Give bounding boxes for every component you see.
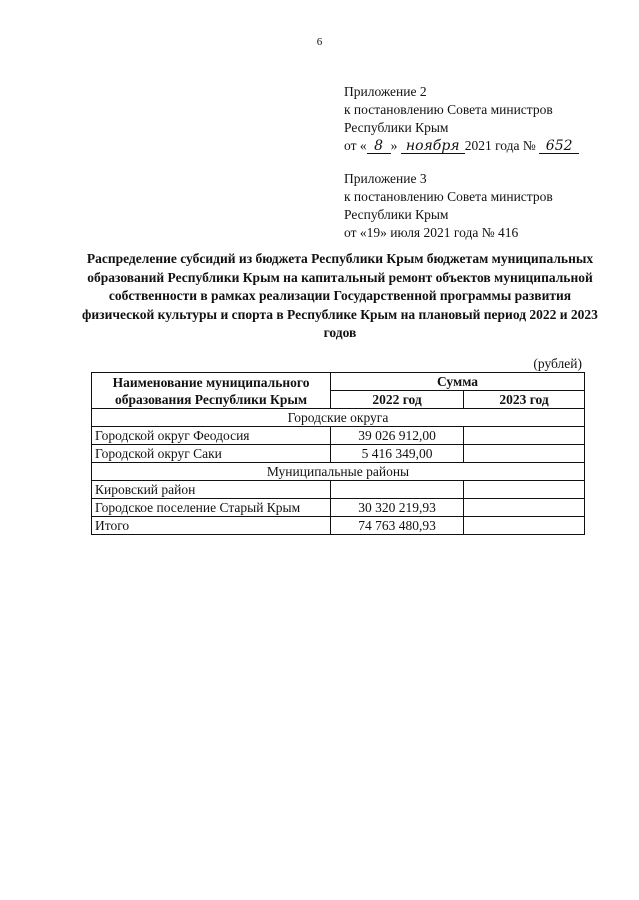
row-2023 bbox=[463, 499, 584, 517]
table-row bbox=[92, 427, 585, 445]
section-urban: Городские округа bbox=[92, 409, 585, 427]
appendix-3-line1: к постановлению Совета министров bbox=[344, 189, 553, 204]
handwritten-month: ноября bbox=[401, 139, 465, 154]
row-name: Итого bbox=[92, 517, 331, 535]
appendix-2-line1: к постановлению Совета министров bbox=[344, 102, 553, 117]
header-name: Наименование муниципального образования Республики Крым bbox=[92, 373, 331, 409]
section-row-districts bbox=[92, 463, 585, 481]
table-row bbox=[92, 481, 585, 499]
row-2022: 74 763 480,93 bbox=[331, 517, 464, 535]
header-2022: 2022 год bbox=[331, 391, 464, 409]
appendix-3-title: Приложение 3 bbox=[344, 171, 427, 186]
row-2022 bbox=[331, 481, 464, 499]
row-name: Городской округ Феодосия bbox=[92, 427, 331, 445]
date-prefix: от « bbox=[344, 138, 367, 153]
row-2022: 5 416 349,00 bbox=[331, 445, 464, 463]
page-number: 6 bbox=[316, 36, 323, 48]
unit-note: (рублей) bbox=[533, 356, 582, 371]
date-suffix: 2021 года № bbox=[464, 138, 536, 153]
row-name: Кировский район bbox=[92, 481, 331, 499]
date-mid: » bbox=[390, 138, 398, 153]
appendix-3-line3: от «19» июля 2021 года № 416 bbox=[344, 225, 519, 240]
row-2023 bbox=[463, 481, 584, 499]
row-name: Городское поселение Старый Крым bbox=[92, 499, 331, 517]
header-2023: 2023 год bbox=[463, 391, 584, 409]
appendix-3-line2: Республики Крым bbox=[344, 207, 449, 222]
appendix-2-date-line bbox=[344, 137, 579, 155]
table-row bbox=[92, 499, 585, 517]
handwritten-day: 8 bbox=[367, 139, 391, 154]
row-2022: 39 026 912,00 bbox=[331, 427, 464, 445]
subsidy-table bbox=[91, 372, 585, 535]
section-districts: Муниципальные районы bbox=[92, 463, 585, 481]
table-header-row-1 bbox=[92, 373, 585, 391]
appendix-2-block bbox=[344, 83, 579, 155]
row-2023 bbox=[463, 445, 584, 463]
section-row-urban bbox=[92, 409, 585, 427]
row-name: Городской округ Саки bbox=[92, 445, 331, 463]
document-title: Распределение субсидий из бюджета Республики Крым бюджетам муниципальных образований Республики Крым на капитальный ремонт объектов муниципальной собственности в рамках реализации Государственной программы развития физической культуры и спорта в Республике Крым на плановый период 2022 и 2023 годов bbox=[82, 251, 598, 340]
appendix-2-title: Приложение 2 bbox=[344, 84, 427, 99]
table-row bbox=[92, 445, 585, 463]
appendix-2-line2: Республики Крым bbox=[344, 120, 449, 135]
header-sum: Сумма bbox=[331, 373, 585, 391]
appendix-3-block bbox=[344, 170, 553, 242]
row-2023 bbox=[463, 427, 584, 445]
row-2022: 30 320 219,93 bbox=[331, 499, 464, 517]
table-row-total bbox=[92, 517, 585, 535]
row-2023 bbox=[463, 517, 584, 535]
handwritten-doc-number: 652 bbox=[539, 139, 579, 154]
